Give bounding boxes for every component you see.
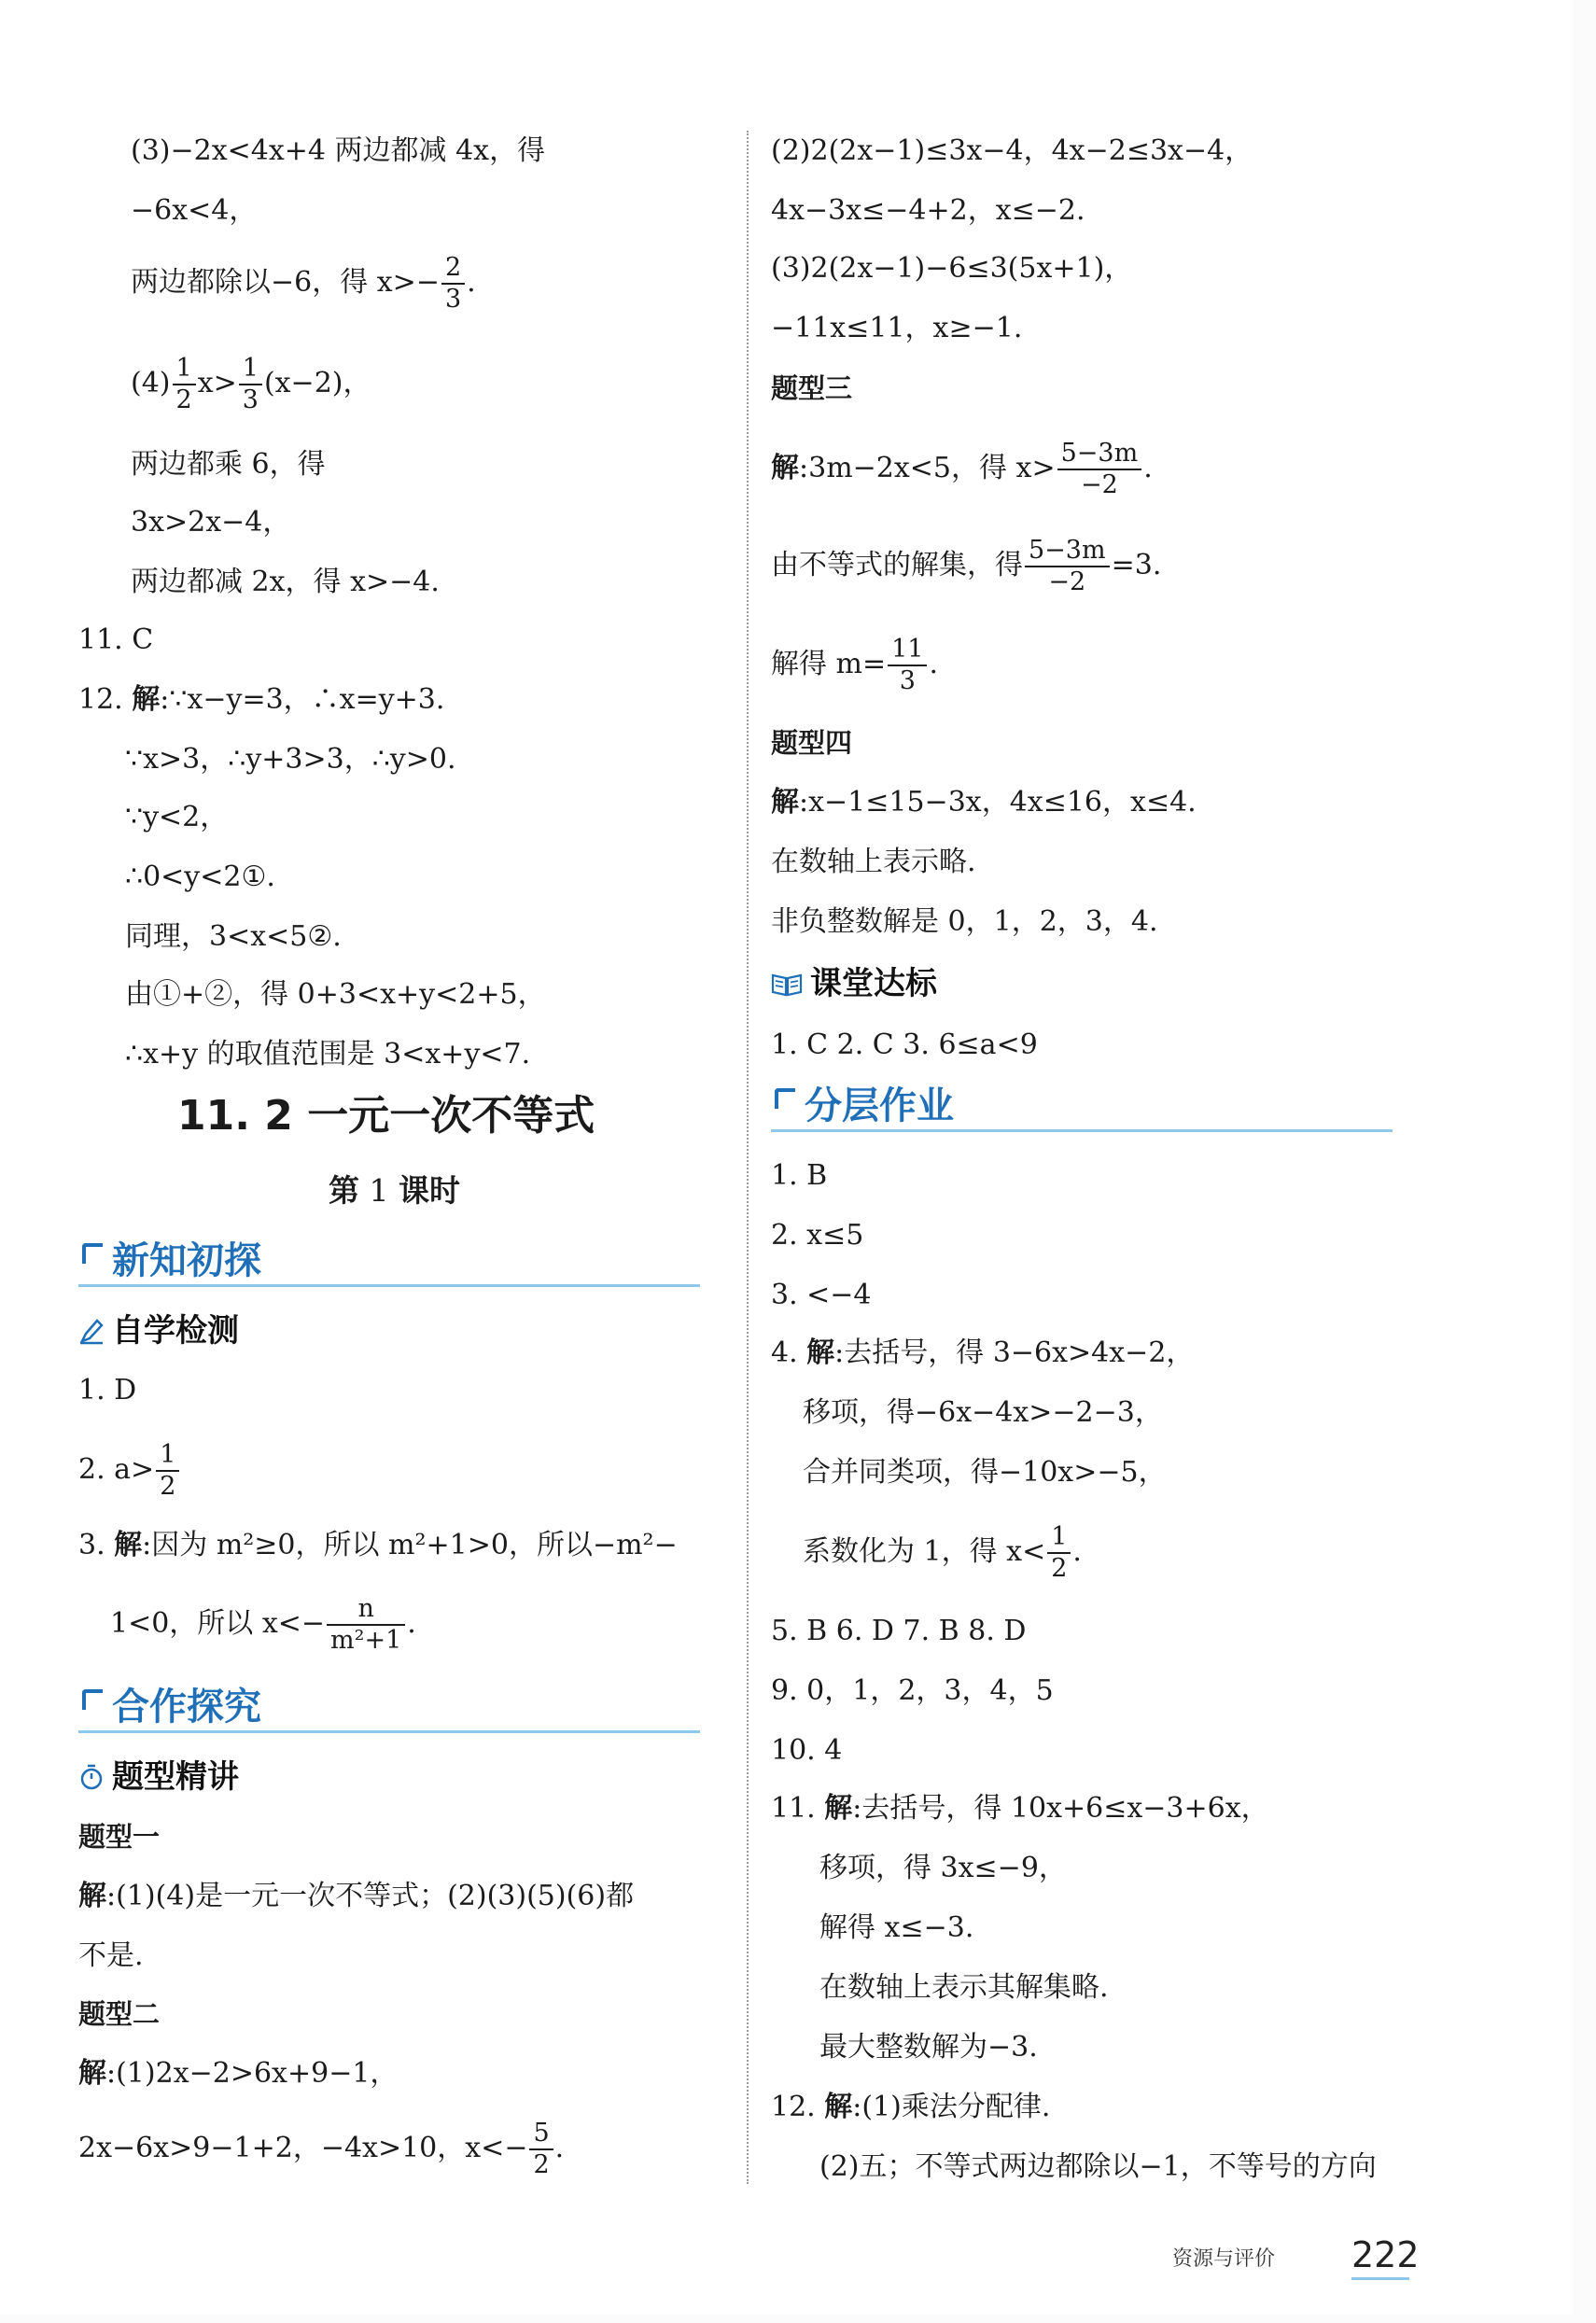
answer-line: 不是. [78, 1939, 144, 1972]
answer-line: 解:3m−2x<5，得 x> $\frac{5-3m}{-2}$ . [771, 439, 1153, 499]
answer-line: ∵x>3，∴y+3>3，∴y>0. [125, 743, 456, 776]
chapter-title: 11. 2 一元一次不等式 [177, 1092, 595, 1140]
open-book-icon [771, 970, 803, 998]
answer-line: 3. 解:因为 m²≥0，所以 m²+1>0，所以−m²− [78, 1529, 678, 1561]
answer-line: −6x<4， [131, 194, 258, 227]
section-rule [771, 1129, 1393, 1132]
answer-line: 解得 x≤−3. [819, 1911, 974, 1944]
answer-line: 最大整数解为−3. [819, 2031, 1038, 2064]
answer-line: 非负整数解是 0，1，2，3，4. [771, 905, 1158, 938]
answer-line: 解:x−1≤15−3x，4x≤16，x≤4. [771, 786, 1197, 819]
timer-icon [78, 1763, 105, 1791]
solution-label: 解 [771, 786, 799, 819]
section-title: 新知初探 [82, 1238, 261, 1284]
question-type-label: 题型三 [771, 372, 853, 404]
section-rule [78, 1284, 700, 1287]
answer-line: 9. 0，1，2，3，4，5 [771, 1674, 1054, 1707]
answer-line: 5. B 6. D 7. B 8. D [771, 1615, 1027, 1647]
answer-line: 由不等式的解集，得 $\frac{5-3m}{-2}$ =3. [771, 536, 1162, 596]
solution-label: 解 [78, 2057, 106, 2090]
solution-label: 解 [771, 452, 799, 484]
answer-line: 3x>2x−4， [131, 506, 291, 539]
answer-line: 3. <−4 [771, 1279, 872, 1311]
answer-line: 移项，得 3x≤−9， [819, 1852, 1067, 1884]
answer-line: 2x−6x>9−1+2，−4x>10，x<− $\frac{5}{2}$ . [78, 2119, 565, 2179]
section-rule [78, 1730, 700, 1733]
answer-line: 系数化为 1，得 x< $\frac{1}{2}$ . [803, 1522, 1082, 1583]
solution-label: 解 [824, 2091, 853, 2123]
section-marker-icon [82, 1689, 103, 1710]
fraction: $\frac{2}{3}$ [441, 253, 465, 315]
answer-line: 在数轴上表示其解集略. [819, 1971, 1109, 2004]
answer-line: 4. 解:去括号，得 3−6x>4x−2， [771, 1336, 1195, 1369]
solution-label: 解 [114, 1529, 143, 1561]
answer-line: (4) $\frac{1}{2}$ x> $\frac{1}{3}$ (x−2)， [131, 354, 371, 414]
solution-label: 解 [78, 1880, 106, 1912]
answer-line: 1. C 2. C 3. 6≤a<9 [771, 1029, 1038, 1061]
solution-label: 解 [824, 1792, 853, 1825]
answer-line: 移项，得−6x−4x>−2−3， [803, 1396, 1163, 1429]
answer-line: 1. D [78, 1374, 137, 1406]
section-marker-icon [775, 1088, 795, 1109]
subsection-title: 题型精讲 [78, 1756, 239, 1798]
solution-label: 解 [132, 683, 161, 716]
answer-line: 由①+②，得 0+3<x+y<2+5， [125, 978, 546, 1011]
fraction: $\frac{1}{2}$ [1047, 1522, 1071, 1584]
answer-line: ∵y<2， [125, 801, 229, 833]
answer-line: 10. 4 [771, 1734, 843, 1767]
answer-line: 两边都除以−6，得 x>− $\frac{2}{3}$ . [131, 253, 476, 314]
answer-line: 2. a> $\frac{1}{2}$ [78, 1437, 181, 1503]
answer-line: 两边都减 2x，得 x>−4. [131, 566, 440, 598]
answer-line: 1<0，所以 x<− $\frac{n}{\text{m²+1}}$ . [110, 1594, 416, 1655]
subsection-title: 自学检测 [78, 1310, 239, 1351]
question-type-label: 题型一 [78, 1821, 161, 1853]
answer-line: 解:(1)2x−2>6x+9−1， [78, 2057, 399, 2090]
answer-line: 解:(1)(4)是一元一次不等式；(2)(3)(5)(6)都 [78, 1880, 635, 1912]
answer-line: 同理，3<x<5②. [125, 920, 342, 953]
footer-label: 资源与评价 [1172, 2247, 1276, 2271]
answer-line: 2. x≤5 [771, 1219, 864, 1252]
section-marker-icon [82, 1243, 103, 1264]
answer-line: 12. 解:∵x−y=3，∴x=y+3. [78, 683, 445, 716]
question-type-label: 题型四 [771, 727, 853, 759]
page-number-rule [1351, 2277, 1409, 2280]
page-number: 222 [1351, 2234, 1420, 2275]
answer-line: 1. B [771, 1159, 828, 1192]
fraction: $\frac{1}{2}$ [173, 354, 196, 415]
subsection-title: 课堂达标 [771, 963, 937, 1004]
fraction: $\frac{1}{2}$ [156, 1440, 179, 1502]
answer-line: 在数轴上表示略. [771, 846, 976, 878]
column-divider [747, 131, 749, 2184]
solution-label: 解 [806, 1336, 835, 1369]
answer-line: 解得 m= $\frac{11}{3}$ . [771, 635, 939, 695]
answer-line: (3)2(2x−1)−6≤3(5x+1)， [771, 252, 1133, 285]
answer-line: 4x−3x≤−4+2，x≤−2. [771, 194, 1085, 227]
lesson-title: 第 1 课时 [329, 1172, 460, 1209]
fraction: $\frac{5-3m}{-2}$ [1057, 439, 1142, 500]
answer-line: −11x≤11，x≥−1. [771, 312, 1023, 344]
fraction: $\frac{5}{2}$ [529, 2119, 553, 2180]
answer-line: ∴x+y 的取值范围是 3<x+y<7. [125, 1038, 531, 1071]
answer-line: 12. 解:(1)乘法分配律. [771, 2091, 1051, 2123]
fraction: $\frac{1}{3}$ [239, 354, 262, 415]
answer-line: 合并同类项，得−10x>−5， [803, 1456, 1167, 1489]
fraction: $\frac{n}{\text{m²+1}}$ [327, 1594, 405, 1656]
section-title: 分层作业 [775, 1083, 954, 1129]
answer-line: 11. C [78, 623, 154, 656]
answer-line: 两边都乘 6，得 [131, 448, 326, 481]
answer-line: (2)2(2x−1)≤3x−4，4x−2≤3x−4， [771, 134, 1253, 167]
answer-line: (3)−2x<4x+4 两边都减 4x，得 [131, 134, 546, 167]
fraction: $\frac{11}{3}$ [888, 635, 927, 696]
answer-line: ∴0<y<2①. [125, 861, 275, 893]
question-type-label: 题型二 [78, 1998, 161, 2030]
answer-line: (2)五；不等式两边都除以−1，不等号的方向 [819, 2150, 1377, 2183]
section-title: 合作探究 [82, 1684, 261, 1730]
answer-line: 11. 解:去括号，得 10x+6≤x−3+6x， [771, 1792, 1269, 1825]
pencil-icon [78, 1317, 105, 1345]
fraction: $\frac{5-3m}{-2}$ [1025, 536, 1110, 597]
